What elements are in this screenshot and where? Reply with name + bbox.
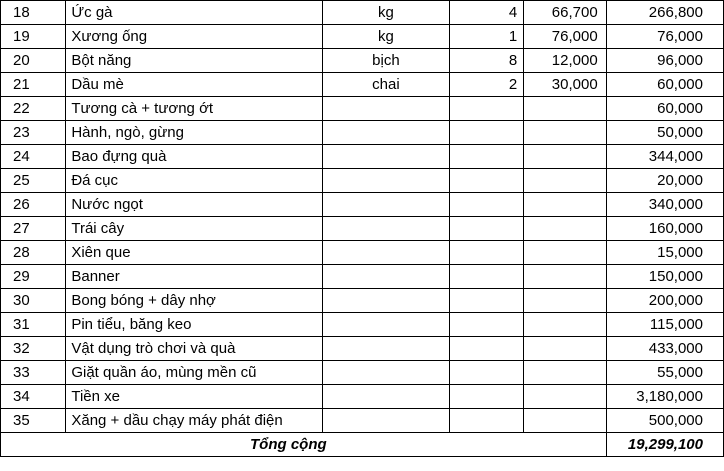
cell-stt: 21	[1, 73, 66, 97]
cell-amount: 55,000	[606, 361, 723, 385]
cell-amount: 344,000	[606, 145, 723, 169]
cell-unit-price	[524, 193, 607, 217]
cell-unit	[322, 289, 449, 313]
cell-item-name: Xương ống	[66, 25, 322, 49]
cell-item-name: Dầu mè	[66, 73, 322, 97]
cell-amount: 150,000	[606, 265, 723, 289]
cell-amount: 433,000	[606, 337, 723, 361]
cell-item-name: Vật dụng trò chơi và quà	[66, 337, 322, 361]
total-row	[1, 433, 724, 457]
table-row	[1, 385, 724, 409]
cell-item-name: Giặt quần áo, mùng mền cũ	[66, 361, 322, 385]
cell-amount: 3,180,000	[606, 385, 723, 409]
cell-unit	[322, 337, 449, 361]
cell-stt: 29	[1, 265, 66, 289]
cell-unit-price	[524, 97, 607, 121]
cell-stt: 27	[1, 217, 66, 241]
table-row	[1, 337, 724, 361]
cell-quantity	[450, 409, 524, 433]
cell-quantity	[450, 241, 524, 265]
cell-unit-price	[524, 313, 607, 337]
table-row	[1, 241, 724, 265]
cell-stt: 26	[1, 193, 66, 217]
cell-amount: 20,000	[606, 169, 723, 193]
cell-unit-price	[524, 145, 607, 169]
cell-item-name: Hành, ngò, gừng	[66, 121, 322, 145]
table-row	[1, 1, 724, 25]
cell-unit-price	[524, 121, 607, 145]
cell-quantity: 4	[450, 1, 524, 25]
cell-amount: 500,000	[606, 409, 723, 433]
cell-unit-price	[524, 217, 607, 241]
cell-unit-price	[524, 265, 607, 289]
cell-unit-price: 76,000	[524, 25, 607, 49]
cell-quantity	[450, 97, 524, 121]
table-row	[1, 313, 724, 337]
expense-rows	[1, 1, 724, 433]
cell-quantity	[450, 169, 524, 193]
cell-amount: 76,000	[606, 25, 723, 49]
cell-stt: 30	[1, 289, 66, 313]
cell-stt: 34	[1, 385, 66, 409]
cell-unit	[322, 361, 449, 385]
cell-unit	[322, 169, 449, 193]
cell-item-name: Xiên que	[66, 241, 322, 265]
table-row	[1, 217, 724, 241]
cell-amount: 200,000	[606, 289, 723, 313]
cell-quantity	[450, 145, 524, 169]
cell-quantity	[450, 217, 524, 241]
total-value: 19,299,100	[606, 433, 723, 457]
cell-stt: 20	[1, 49, 66, 73]
cell-stt: 25	[1, 169, 66, 193]
cell-amount: 60,000	[606, 97, 723, 121]
cell-item-name: Tiền xe	[66, 385, 322, 409]
cell-stt: 33	[1, 361, 66, 385]
cell-quantity: 2	[450, 73, 524, 97]
cell-unit	[322, 145, 449, 169]
cell-unit	[322, 265, 449, 289]
cell-unit	[322, 409, 449, 433]
table-row	[1, 121, 724, 145]
cell-quantity	[450, 313, 524, 337]
cell-stt: 23	[1, 121, 66, 145]
cell-item-name: Trái cây	[66, 217, 322, 241]
cell-unit: kg	[322, 25, 449, 49]
cell-amount: 160,000	[606, 217, 723, 241]
cell-unit	[322, 121, 449, 145]
cell-quantity	[450, 361, 524, 385]
table-row	[1, 73, 724, 97]
cell-stt: 18	[1, 1, 66, 25]
cell-unit: kg	[322, 1, 449, 25]
cell-unit-price	[524, 169, 607, 193]
table-row	[1, 145, 724, 169]
cell-unit-price	[524, 289, 607, 313]
cell-stt: 19	[1, 25, 66, 49]
cell-quantity: 1	[450, 25, 524, 49]
cell-unit	[322, 193, 449, 217]
cell-unit	[322, 313, 449, 337]
total-label: Tổng cộng	[1, 433, 607, 457]
cell-unit-price: 12,000	[524, 49, 607, 73]
table-row	[1, 361, 724, 385]
table-row	[1, 265, 724, 289]
cell-amount: 50,000	[606, 121, 723, 145]
cell-amount: 340,000	[606, 193, 723, 217]
cell-item-name: Tương cà + tương ớt	[66, 97, 322, 121]
cell-quantity	[450, 385, 524, 409]
cell-amount: 115,000	[606, 313, 723, 337]
cell-stt: 35	[1, 409, 66, 433]
cell-stt: 28	[1, 241, 66, 265]
cell-unit-price	[524, 241, 607, 265]
cell-item-name: Ức gà	[66, 1, 322, 25]
cell-quantity	[450, 289, 524, 313]
cell-unit-price	[524, 385, 607, 409]
cell-item-name: Đá cục	[66, 169, 322, 193]
table-row	[1, 289, 724, 313]
cell-unit-price	[524, 337, 607, 361]
cell-item-name: Bột năng	[66, 49, 322, 73]
table-row	[1, 97, 724, 121]
cell-quantity	[450, 265, 524, 289]
cell-amount: 15,000	[606, 241, 723, 265]
cell-item-name: Pin tiểu, băng keo	[66, 313, 322, 337]
cell-amount: 96,000	[606, 49, 723, 73]
cell-item-name: Bao đựng quà	[66, 145, 322, 169]
cell-item-name: Xăng + dầu chạy máy phát điện	[66, 409, 322, 433]
cell-unit-price	[524, 409, 607, 433]
cell-unit	[322, 217, 449, 241]
cell-unit	[322, 241, 449, 265]
cell-unit-price	[524, 361, 607, 385]
table-row	[1, 25, 724, 49]
cell-amount: 266,800	[606, 1, 723, 25]
cell-unit: bịch	[322, 49, 449, 73]
table-row	[1, 409, 724, 433]
cell-item-name: Bong bóng + dây nhợ	[66, 289, 322, 313]
cell-stt: 31	[1, 313, 66, 337]
cell-stt: 24	[1, 145, 66, 169]
table-row	[1, 193, 724, 217]
table-row	[1, 49, 724, 73]
cell-amount: 60,000	[606, 73, 723, 97]
cell-item-name: Banner	[66, 265, 322, 289]
cell-stt: 32	[1, 337, 66, 361]
cell-unit-price: 30,000	[524, 73, 607, 97]
cell-stt: 22	[1, 97, 66, 121]
cell-unit	[322, 385, 449, 409]
cell-unit-price: 66,700	[524, 1, 607, 25]
cell-unit: chai	[322, 73, 449, 97]
cell-quantity	[450, 193, 524, 217]
cell-unit	[322, 97, 449, 121]
cell-item-name: Nước ngọt	[66, 193, 322, 217]
cell-quantity	[450, 337, 524, 361]
cell-quantity	[450, 121, 524, 145]
table-row	[1, 169, 724, 193]
cell-quantity: 8	[450, 49, 524, 73]
